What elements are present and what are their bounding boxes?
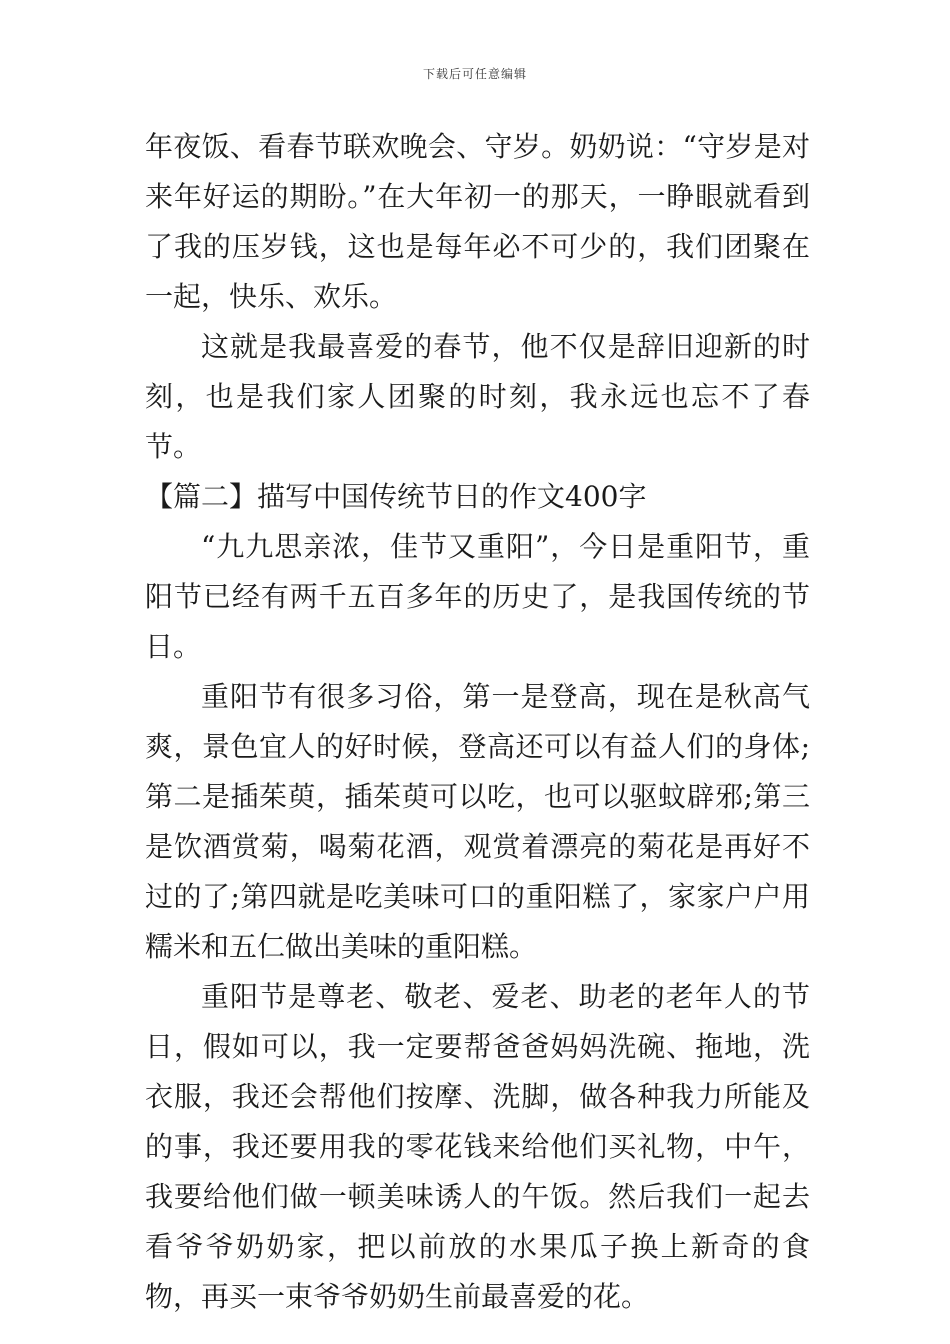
document-body [145, 122, 810, 1322]
paragraph-continuation: 年夜饭、看春节联欢晚会、守岁。奶奶说：“守岁是对来年好运的期盼。”在大年初一的那天，一睁眼就看到了我的压岁钱，这也是每年必不可少的，我们团聚在一起，快乐、欢乐。 [145, 130, 810, 313]
paragraph-conclusion: 这就是我最喜爱的春节，他不仅是辞旧迎新的时刻，也是我们家人团聚的时刻，我永远也忘不了春节。 [145, 330, 810, 463]
paragraph-respect-elders: 重阳节是尊老、敬老、爱老、助老的老年人的节日，假如可以，我一定要帮爸爸妈妈洗碗、拖地，洗衣服，我还会帮他们按摩、洗脚，做各种我力所能及的事，我还要用我的零花钱来给他们买礼物，中午，我要给他们做一顿美味诱人的午饭。然后我们一起去看爷爷奶奶家，把以前放的水果瓜子换上新奇的食物，再买一束爷爷奶奶生前最喜爱的花。 [145, 980, 810, 1313]
page-header: 下载后可任意编辑 [422, 67, 527, 81]
section-heading: 【篇二】描写中国传统节日的作文400字 [145, 480, 647, 513]
paragraph-customs: 重阳节有很多习俗，第一是登高，现在是秋高气爽，景色宜人的好时候，登高还可以有益人们的身体;第二是插茱萸，插茱萸可以吃，也可以驱蚊辟邪;第三是饮酒赏菊，喝菊花酒，观赏着漂亮的菊花是再好不过的了;第四就是吃美味可口的重阳糕了，家家户户用糯米和五仁做出美味的重阳糕。 [145, 680, 810, 963]
paragraph-intro: “九九思亲浓，佳节又重阳”，今日是重阳节，重阳节已经有两千五百多年的历史了，是我国传统的节日。 [145, 530, 810, 663]
